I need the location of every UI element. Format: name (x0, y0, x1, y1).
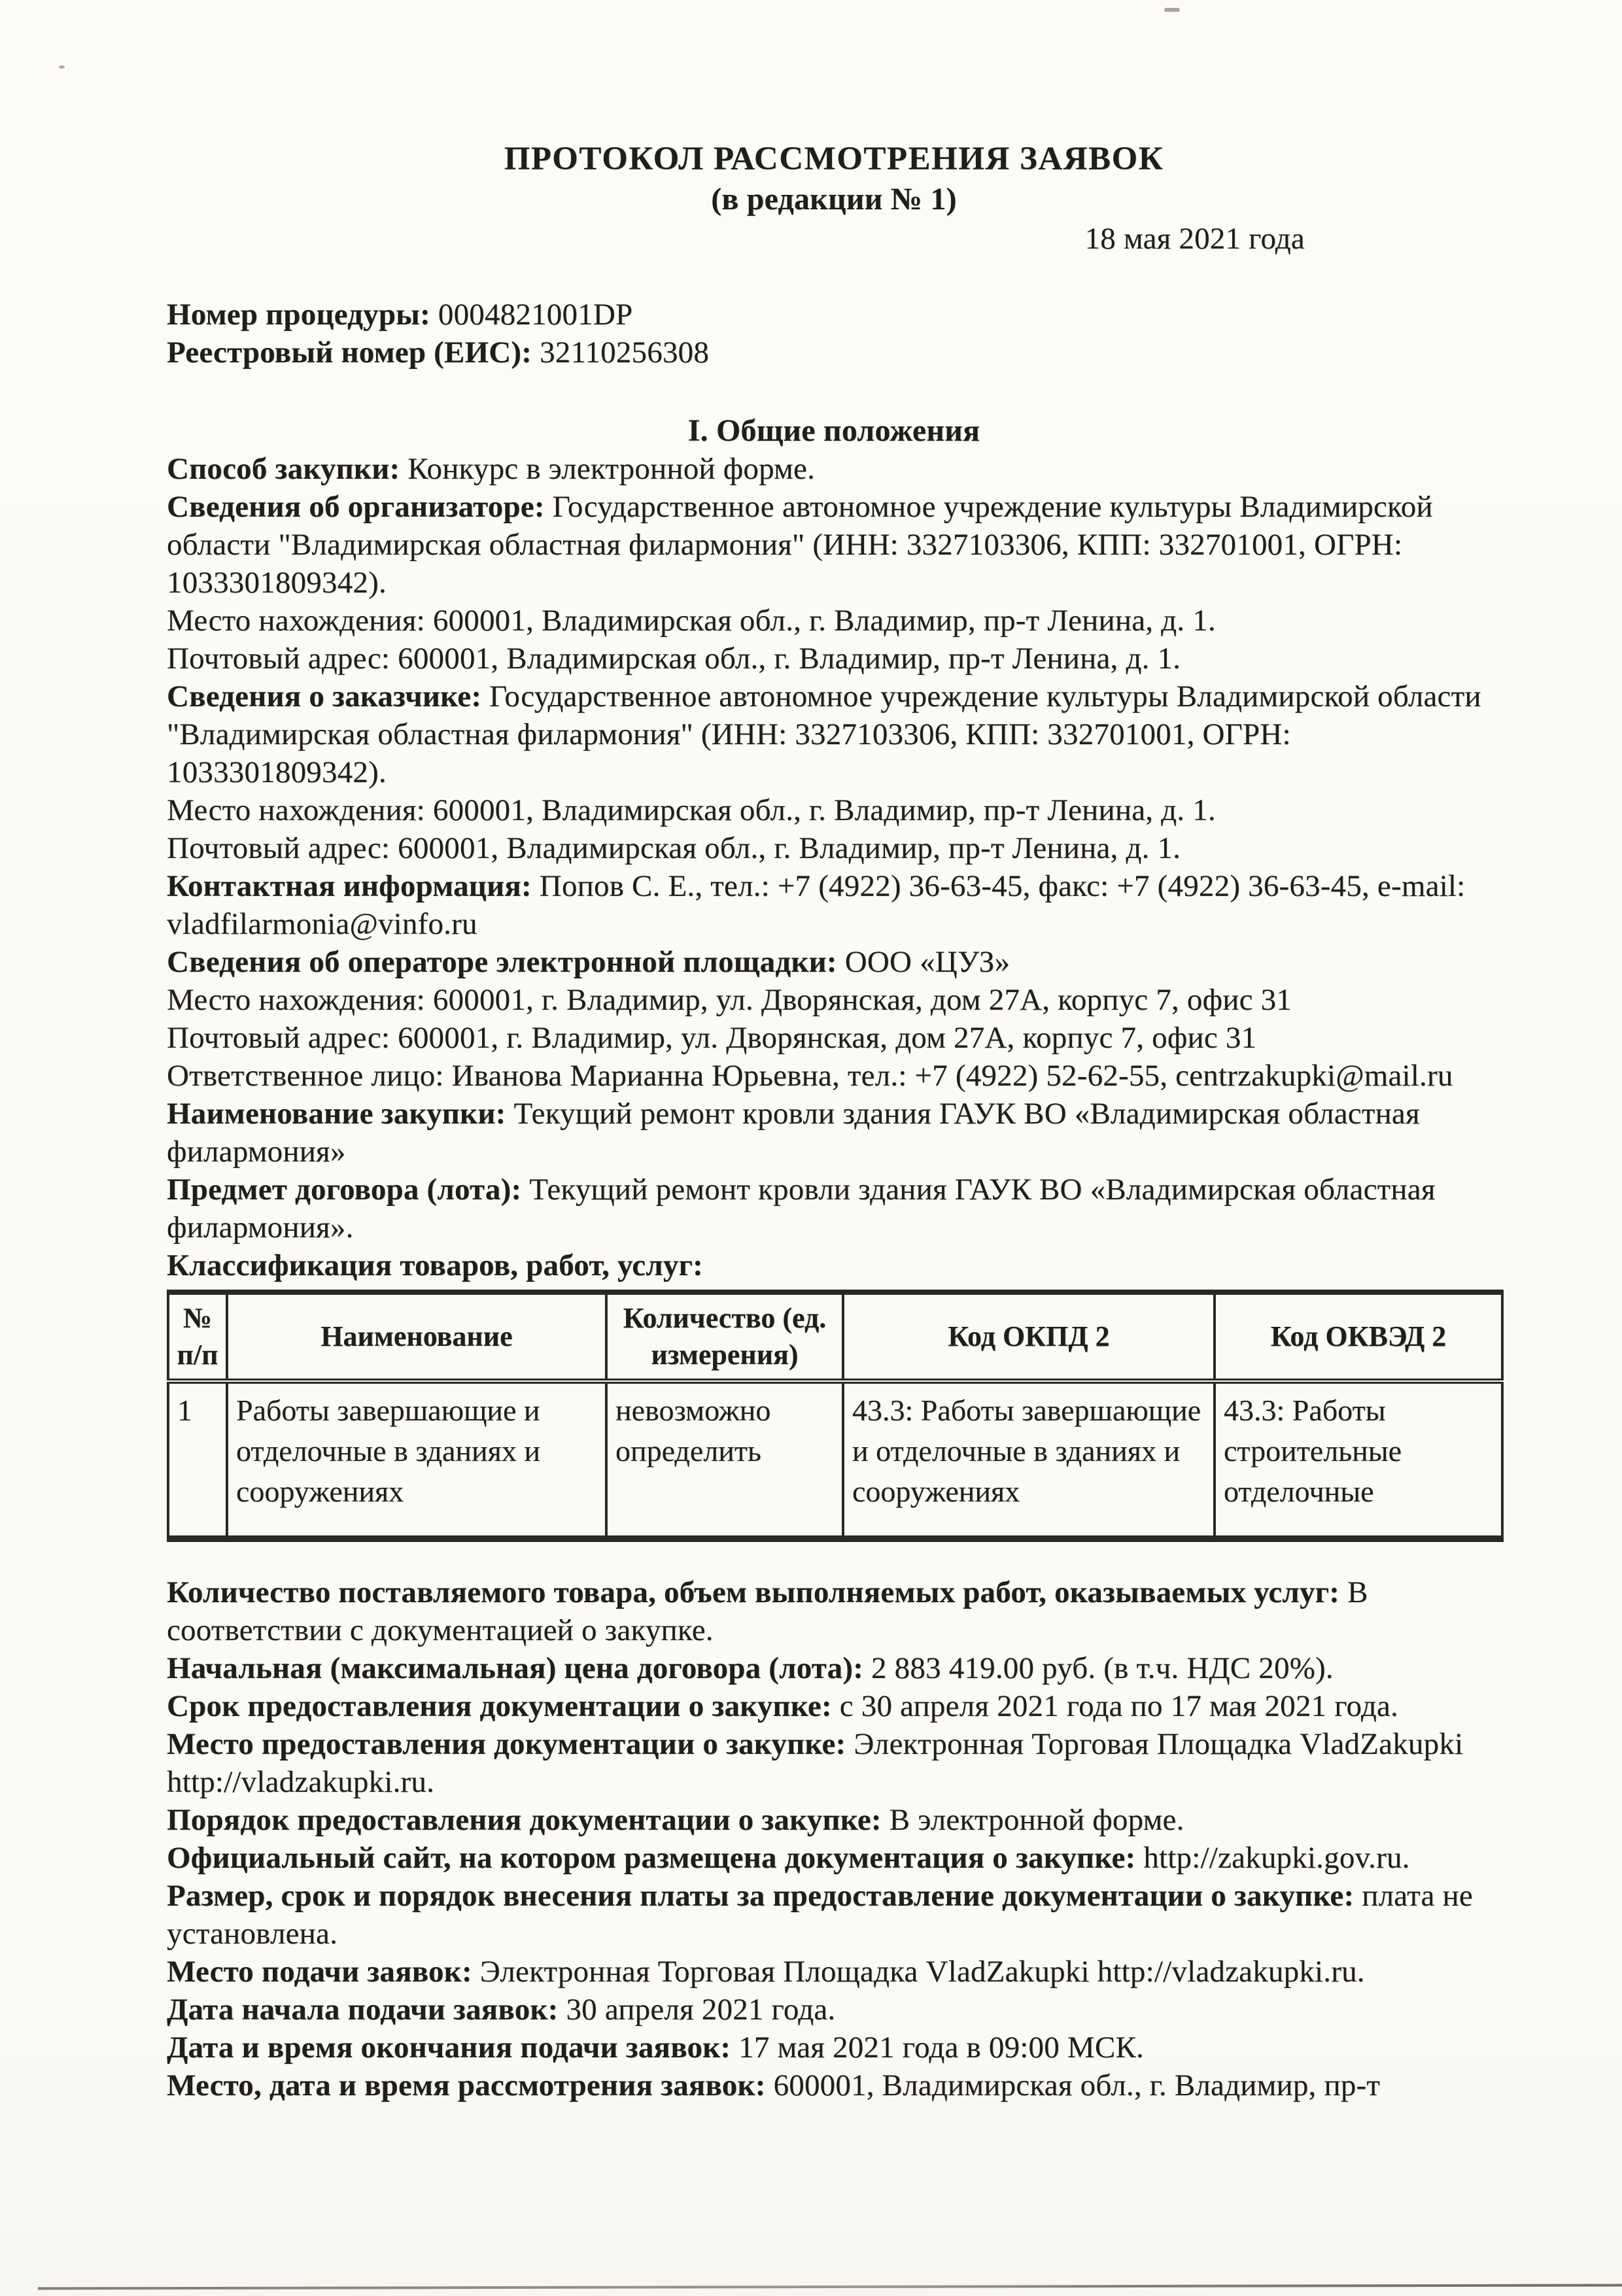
document-content (0, 139, 1622, 2104)
contact-info-label: Контактная информация: (167, 869, 532, 903)
classification-label-text: Классификация товаров, работ, услуг: (167, 1248, 704, 1282)
customer-info-label: Сведения о заказчике: (167, 679, 482, 713)
customer-postal (167, 829, 1501, 867)
customer-location-label: Место нахождения: (167, 793, 425, 827)
registry-number-value: 32110256308 (540, 335, 710, 369)
bid-place-value: Электронная Торговая Площадка VladZakupki http://vladzakupki.ru. (479, 1955, 1365, 1989)
procedure-number-label: Номер процедуры: (167, 298, 430, 332)
purchase-name (167, 1095, 1501, 1171)
table-row (168, 1381, 1502, 1539)
cell-okpd: 43.3: Работы завершающие и отделочные в зданиях и сооружениях (843, 1381, 1215, 1539)
operator-responsible (167, 1057, 1501, 1095)
organizer-info-value: Государственное автономное учреждение культуры Владимирской области "Владимирская областная филармония" (ИНН: 3327103306, КПП: 332701001, ОГРН: 1033301809342). (167, 490, 1433, 600)
bid-end-datetime-value: 17 мая 2021 года в 09:00 МСК. (738, 2030, 1144, 2065)
bid-end-datetime-label: Дата и время окончания подачи заявок: (167, 2030, 731, 2065)
quantity-scope (167, 1573, 1501, 1649)
bid-place (167, 1953, 1501, 1991)
col-header-okved: Код ОКВЭД 2 (1215, 1292, 1502, 1381)
docs-order-value: В электронной форме. (889, 1803, 1184, 1837)
cell-quantity: невозможно определить (606, 1381, 843, 1539)
document-title: ПРОТОКОЛ РАССМОТРЕНИЯ ЗАЯВОК (504, 141, 1164, 177)
cell-name: Работы завершающие и отделочные в зданиях и сооружениях (227, 1381, 606, 1539)
initial-price-label: Начальная (максимальная) цена договора (лота): (167, 1651, 864, 1685)
customer-info (167, 677, 1501, 791)
col-header-num: № п/п (168, 1292, 227, 1381)
customer-info-value: Государственное автономное учреждение культуры Владимирской области "Владимирская областная филармония" (ИНН: 3327103306, КПП: 332701001, ОГРН: 1033301809342). (167, 679, 1481, 789)
operator-responsible-label: Ответственное лицо: (167, 1059, 444, 1093)
document-date: 18 мая 2021 года (1084, 222, 1305, 256)
operator-responsible-value: Иванова Марианна Юрьевна, тел.: +7 (4922) 52-62-55, centrzakupki@mail.ru (451, 1059, 1453, 1093)
contract-subject (167, 1171, 1501, 1246)
bid-start-date-label: Дата начала подачи заявок: (167, 1993, 559, 2027)
official-site (167, 1839, 1501, 1877)
scan-speck (1164, 8, 1180, 12)
docs-period-label: Срок предоставления документации о закупке: (167, 1689, 832, 1723)
operator-location-label: Место нахождения: (167, 983, 425, 1017)
col-header-quantity: Количество (ед. измерения) (606, 1292, 843, 1381)
docs-order (167, 1801, 1501, 1839)
registry-number (167, 334, 1501, 371)
quantity-scope-value: В соответствии с документацией о закупке. (167, 1575, 1368, 1647)
procedure-number (167, 296, 1501, 334)
organizer-postal-value: 600001, Владимирская обл., г. Владимир, пр-т Ленина, д. 1. (398, 642, 1181, 676)
docs-place-value: Электронная Торговая Площадка VladZakupki http://vladzakupki.ru. (167, 1727, 1464, 1799)
document-subtitle: (в редакции № 1) (711, 182, 957, 216)
initial-price (167, 1649, 1501, 1687)
organizer-location-label: Место нахождения: (167, 604, 425, 638)
general-info-block (167, 450, 1501, 1284)
contract-subject-value: Текущий ремонт кровли здания ГАУК ВО «Владимирская областная филармония». (167, 1173, 1436, 1244)
organizer-postal-label: Почтовый адрес: (167, 642, 390, 676)
operator-postal (167, 1019, 1501, 1057)
scan-edge-line (38, 2284, 1622, 2289)
scan-speck (59, 65, 65, 69)
organizer-postal (167, 640, 1501, 677)
customer-postal-value: 600001, Владимирская обл., г. Владимир, пр-т Ленина, д. 1. (398, 831, 1181, 865)
operator-info (167, 943, 1501, 981)
customer-location (167, 791, 1501, 829)
review-place-datetime-label: Место, дата и время рассмотрения заявок: (167, 2068, 766, 2102)
col-header-okpd: Код ОКПД 2 (843, 1292, 1215, 1381)
operator-location-value: 600001, г. Владимир, ул. Дворянская, дом 27А, корпус 7, офис 31 (432, 983, 1292, 1017)
organizer-info (167, 488, 1501, 602)
cell-okved: 43.3: Работы строительные отделочные (1215, 1381, 1502, 1539)
contact-info (167, 867, 1501, 943)
purchase-name-label: Наименование закупки: (167, 1097, 506, 1131)
bid-place-label: Место подачи заявок: (167, 1955, 472, 1989)
purchase-name-value: Текущий ремонт кровли здания ГАУК ВО «Владимирская областная филармония» (167, 1097, 1420, 1169)
docs-period-value: с 30 апреля 2021 года по 17 мая 2021 года. (839, 1689, 1398, 1723)
bid-start-date-value: 30 апреля 2021 года. (566, 1993, 836, 2027)
contact-info-value: Попов С. Е., тел.: +7 (4922) 36-63-45, факс: +7 (4922) 36-63-45, e-mail: vladfilarmonia@vinfo.ru (167, 869, 1466, 941)
classification-table (167, 1290, 1504, 1542)
review-place-datetime (167, 2066, 1501, 2104)
bid-start-date (167, 1991, 1501, 2029)
operator-location (167, 981, 1501, 1019)
bid-end-datetime (167, 2029, 1501, 2066)
docs-period (167, 1687, 1501, 1725)
classification-label (167, 1246, 1501, 1284)
contract-subject-label: Предмет договора (лота): (167, 1173, 522, 1207)
docs-place-label: Место предоставления документации о закупке: (167, 1727, 846, 1761)
review-place-datetime-value: 600001, Владимирская обл., г. Владимир, пр-т (773, 2068, 1381, 2102)
organizer-location-value: 600001, Владимирская обл., г. Владимир, пр-т Ленина, д. 1. (432, 604, 1216, 638)
purchase-method-value: Конкурс в электронной форме. (407, 452, 816, 486)
customer-location-value: 600001, Владимирская обл., г. Владимир, пр-т Ленина, д. 1. (432, 793, 1216, 827)
purchase-method-label: Способ закупки: (167, 452, 400, 486)
docs-fee-label: Размер, срок и порядок внесения платы за предоставление документации о закупке: (167, 1879, 1355, 1913)
docs-fee (167, 1877, 1501, 1953)
operator-info-value: ООО «ЦУЗ» (844, 945, 1010, 979)
procedure-number-value: 0004821001DP (438, 298, 633, 332)
cell-num: 1 (177, 1394, 192, 1427)
section-heading-general: I. Общие положения (687, 413, 980, 448)
registry-number-label: Реестровый номер (ЕИС): (167, 335, 532, 369)
operator-info-label: Сведения об операторе электронной площадки: (167, 945, 837, 979)
quantity-scope-label: Количество поставляемого товара, объем выполняемых работ, оказываемых услуг: (167, 1575, 1340, 1609)
initial-price-value: 2 883 419.00 руб. (в т.ч. НДС 20%). (871, 1651, 1334, 1685)
operator-postal-label: Почтовый адрес: (167, 1021, 390, 1055)
operator-postal-value: 600001, г. Владимир, ул. Дворянская, дом 27А, корпус 7, офис 31 (398, 1021, 1257, 1055)
organizer-location (167, 602, 1501, 640)
official-site-label: Официальный сайт, на котором размещена документация о закупке: (167, 1841, 1136, 1875)
col-header-name: Наименование (227, 1292, 606, 1381)
purchase-method (167, 450, 1501, 488)
table-header-row (168, 1292, 1502, 1381)
purchase-details-block (167, 1573, 1501, 2104)
docs-place (167, 1725, 1501, 1801)
customer-postal-label: Почтовый адрес: (167, 831, 390, 865)
organizer-info-label: Сведения об организаторе: (167, 490, 545, 524)
docs-fee-value: плата не установлена. (167, 1879, 1473, 1951)
procedure-id-block (167, 296, 1501, 371)
official-site-value: http://zakupki.gov.ru. (1143, 1841, 1410, 1875)
docs-order-label: Порядок предоставления документации о закупке: (167, 1803, 882, 1837)
